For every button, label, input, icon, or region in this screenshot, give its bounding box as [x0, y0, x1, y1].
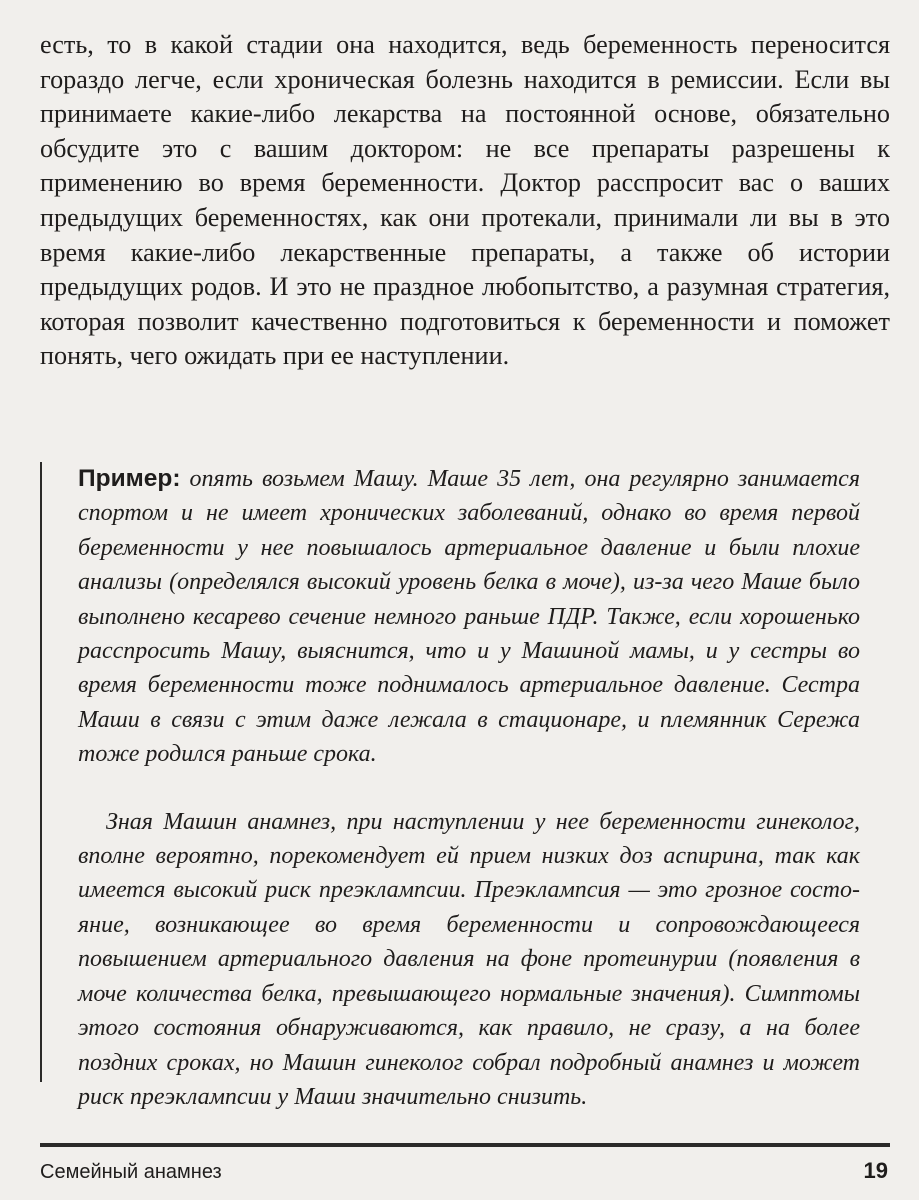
running-footer-title: Семейный анамнез	[40, 1161, 222, 1183]
page-number: 19	[863, 1158, 888, 1183]
body-paragraph: есть, то в какой стадии она находится, ведь беременность переносится гораздо легче, если хроническая болезнь находится в ремиссии. Если вы принимаете какие-либо лекарства на постоянной основе, обязательно обсудите это с вашим доктором: не все препараты разрешены к применению во время беременности. Доктор расспросит вас о ваших предыдущих беременностях, как они протекали, принимали ли вы в это время какие-либо лекарственные препараты, а также об истории предыдущих родов. И это не праздное любопытство, а разумная стратегия, которая позволит качественно подготовиться к беременности и поможет понять, чего ожидать при ее наступлении.	[40, 30, 890, 371]
example-label: Пример:	[78, 465, 181, 492]
example-paragraph-2: Зная Машин анамнез, при наступлении у нее беременности гинеколог, вполне вероятно, порекомендует ей прием низких доз аспирина, так как имеется высокий риск преэклампсии. Преэклампсия — это грозное состояние, возникающее во время беременности и сопровождающееся повышением артериального давления на фоне протеинурии (появления в моче количества белка, превышающего нормальные значения). Симптомы этого состояния обнаруживаются, как правило, не сразу, а на более поздних сроках, но Машин гинеколог собрал подробный анамнез и может риск преэклампсии у Маши значительно снизить.	[78, 808, 860, 1110]
footer-divider	[40, 1143, 890, 1147]
example-box	[40, 462, 860, 1110]
example-paragraph-1-text: опять возьмем Машу. Маше 35 лет, она регулярно занимается спортом и не имеет хронических заболеваний, однако во время первой беременности у нее повышалось артериальное давление и были плохие анализы (определялся высокий уровень белка в моче), из-за чего Маше было выполнено кесарево сечение немного раньше ПДР. Также, если хорошенько расспросить Машу, выяснится, что и у Машиной мамы, и у сестры во время беременности тоже поднималось артериальное давление. Сестра Маши в связи с этим даже лежала в стационаре, и племянник Сережа тоже родился раньше срока.	[78, 466, 860, 768]
example-paragraph-1	[78, 462, 860, 772]
